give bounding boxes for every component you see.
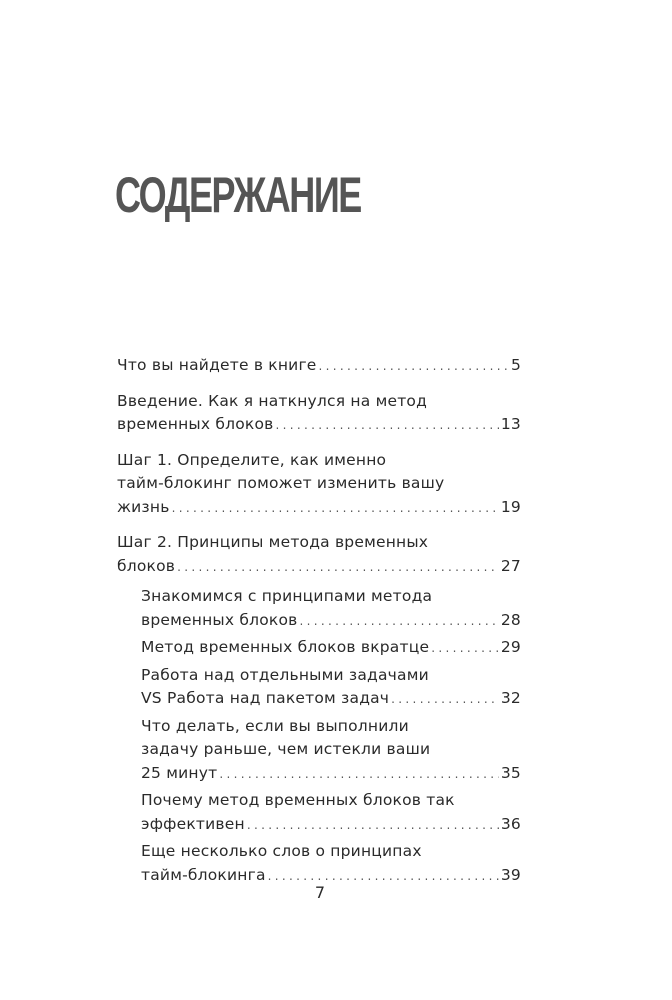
toc-leader-dots [319, 355, 509, 379]
toc-leader-dots [299, 610, 498, 634]
toc-entry-title-line: Шаг 2. Принципы метода временных [117, 533, 429, 551]
toc-entry-title-line: Шаг 1. Определите, как именно [117, 450, 387, 469]
toc-entry-title: Метод временных блоков вкратце [141, 638, 430, 656]
toc-leader-dots [172, 497, 499, 521]
toc-entry-title: временных блоков [117, 415, 274, 433]
page-title: СОДЕРЖАНИЕ [115, 167, 361, 223]
toc-page-number: 29 [500, 638, 521, 656]
toc-entry-title: блоков [117, 556, 176, 575]
toc-entry-title: тайм-блокинга [141, 865, 266, 884]
toc-leader-dots [391, 688, 499, 712]
toc-page-number: 5 [510, 356, 521, 374]
toc-subentry[interactable] [141, 789, 521, 837]
toc-leader-dots [219, 763, 499, 787]
toc-entry-title: жизнь [117, 497, 170, 516]
table-of-contents [117, 354, 521, 891]
toc-leader-dots [177, 556, 499, 580]
toc-page-number: 28 [500, 610, 521, 629]
toc-subentry[interactable] [141, 840, 521, 888]
toc-subentry[interactable] [141, 715, 521, 787]
toc-entry-title: временных блоков [141, 610, 298, 629]
toc-subentry[interactable] [141, 636, 521, 661]
toc-entry-title: VS Работа над пакетом задач [141, 689, 390, 707]
toc-entry-title-line: Введение. Как я наткнулся на метод [117, 391, 428, 410]
toc-page-number: 35 [500, 763, 521, 782]
toc-entry-title-line: тайм-блокинг поможет изменить вашу [117, 474, 445, 492]
toc-page-number: 19 [500, 497, 521, 516]
toc-page-number: 36 [500, 814, 521, 833]
page-number: 7 [314, 883, 326, 902]
toc-entry-title: эффективен [141, 814, 245, 833]
toc-entry-title-line: Знакомимся с принципами метода [141, 587, 433, 605]
toc-leader-dots [275, 414, 498, 438]
toc-page-number: 32 [500, 689, 521, 707]
toc-page-number: 27 [500, 556, 521, 575]
toc-page-number: 39 [500, 865, 521, 884]
toc-entry-title-line: Работа над отдельными задачами [141, 665, 429, 684]
toc-entry[interactable] [117, 449, 521, 521]
toc-entry[interactable] [117, 390, 521, 438]
toc-entry-title-line: Еще несколько слов о принципах [141, 842, 422, 860]
toc-leader-dots [247, 814, 499, 838]
toc-leader-dots [431, 637, 499, 661]
toc-subentry[interactable] [141, 585, 521, 633]
toc-entry-title-line: Почему метод временных блоков так [141, 791, 455, 809]
toc-entry-title-line: задачу раньше, чем истекли ваши [141, 740, 431, 758]
toc-entry[interactable] [117, 354, 521, 379]
toc-entry-title: Что вы найдете в книге [117, 356, 317, 374]
toc-page-number: 13 [500, 415, 521, 433]
toc-entry-title-line: Что делать, если вы выполнили [141, 716, 409, 735]
toc-entry[interactable] [117, 531, 521, 579]
toc-subentry[interactable] [141, 664, 521, 712]
toc-entry-title: 25 минут [141, 763, 218, 782]
